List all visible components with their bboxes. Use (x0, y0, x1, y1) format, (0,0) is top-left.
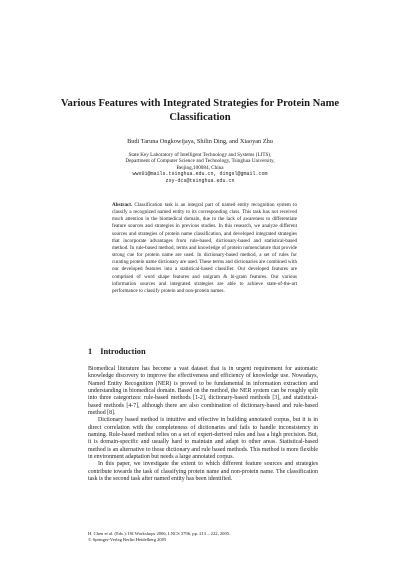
affiliation-block (40, 152, 360, 184)
section-number: 1 (88, 347, 93, 356)
author-emails: wwx01@mails.tsinghua.edu.cn, dingsl@gmail.com (132, 171, 268, 178)
abstract (112, 202, 297, 295)
body-text (88, 366, 318, 484)
footnote-copyright: © Springer-Verlag Berlin Heidelberg 2005 (88, 537, 167, 542)
section-title: Introduction (100, 347, 146, 356)
author-list: Budi Taruna Ongkowijaya, Shilin Ding, and Xiaoyan Zhu (127, 138, 273, 145)
affiliation-line: Department of Computer Science and Technology, Tsinghua University, (125, 158, 275, 165)
paragraph: Dictionary based method is intuitive and effective in building annotated corpus, but it is in direct correlation with the completeness of dictionaries and fails to handle inconsistency in naming. Rule-based method relies on a set of expert-derived rules and has a high precision. But, it is domain-specific and usually hard to maintain and adapt to other areas. Statistical-based method is an alternative to those dictionary and rule based methods. This method is more flexible in environment adaptation but needs a large annotated corpus. (88, 417, 318, 461)
publication-footnote (88, 531, 318, 543)
affiliation-line: Beijing,100084, China (176, 164, 224, 171)
paragraph: Biomedical literature has become a vast dataset that is in urgent requirement for automatic knowledge discovery to improve the effectiveness and efficiency of knowledge use. Nowadays, Named Entity Recognition (NER) is proved to be fundamental in information extraction and understanding in biomedical domain. Based on the method, the NER system can be roughly split into three categorizes: rule-based methods [1-2], dictionary-based methods [3], and statistical-based methods [4-7], although there are also combination of dictionary-based and rule-based method [8]. (88, 366, 318, 417)
footnote-citation: H. Chen et al. (Eds.): ISI Workshops 2006, LNCS 3796, pp. 213 – 222, 2005. (88, 531, 231, 536)
abstract-text: Classification task is an integral part of named entity recognition system to classify a recognized named entity to its corresponding class. This task has not received much attention in the biomedical domain, due to the lack of awareness to differentiate feature sources and strategies in previous studies. In this research, we analyze different sources and strategies of protein name classification, and developed integrated strategies that incorporate advantages from rule-based, dictionary-based and statistical-based method. In rule-based method, terms and knowledge of protein nomenclature that provide strong cue for protein name are used. In dictionary-based method, a set of rules for curating protein name dictionary are used. These terms and dictionaries are combined with our developed features into a statistical-based classifier. Our developed features are comprised of word shape features and unigram & bi-gram features. Our various information sources and integrated strategies are able to achieve state-of-the-art performance to classify protein and non-protein names. (112, 202, 297, 294)
paper-title: Various Features with Integrated Strategies for Protein Name Classification (60, 98, 340, 123)
author-emails: zxy-dcs@tsinghua.edu.cn (165, 177, 235, 184)
section-heading (88, 347, 146, 357)
abstract-label: Abstract. (112, 202, 133, 208)
paragraph: In this paper, we investigate the extent to which different feature sources and strategies contribute towards the task of classifying protein name and non-protein name. The classification task is the second task after named entity has been identified. (88, 461, 318, 483)
affiliation-line: State Key Laboratory of Intelligent Technology and Systems (LITS), (128, 152, 272, 158)
